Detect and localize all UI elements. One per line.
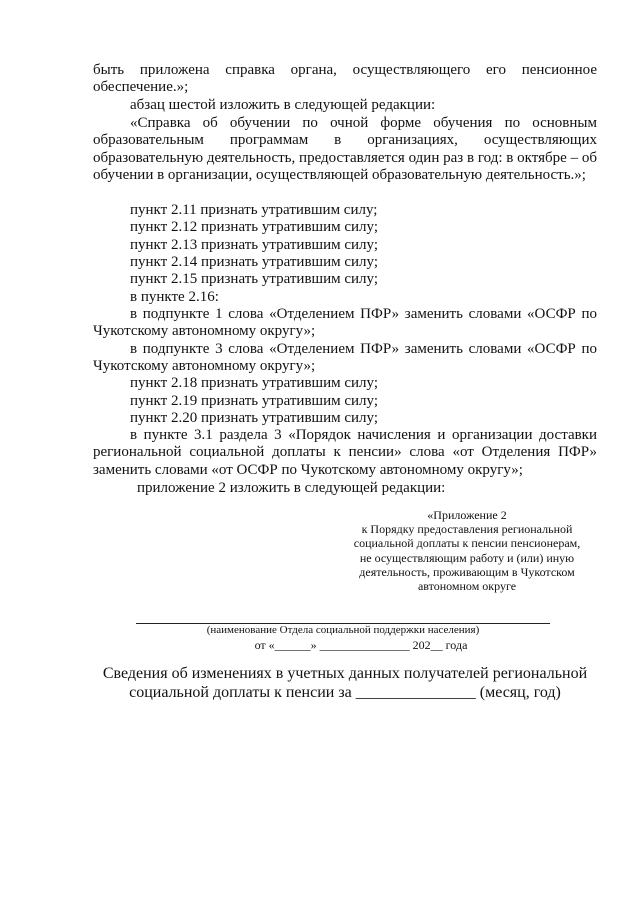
appendix-header <box>330 508 604 593</box>
paragraph-sixth-abzac: абзац шестой изложить в следующей редакции: <box>130 97 436 113</box>
item-2-14: пункт 2.14 признать утратившим силу; <box>130 254 379 270</box>
form-title-line: Сведения об изменениях в учетных данных получателей региональной <box>102 665 588 682</box>
appendix-line: не осуществляющим работу и (или) иную <box>359 550 575 565</box>
item-2-19: пункт 2.19 признать утратившим силу; <box>130 393 379 409</box>
department-name-caption: (наименование Отдела социальной поддержки населения) <box>206 624 480 636</box>
form-title <box>93 664 597 702</box>
item-2-20: пункт 2.20 признать утратившим силу; <box>130 410 379 426</box>
subitem-1: в подпункте 1 слова «Отделением ПФР» заменить словами «ОСФР по Чукотскому автономному округу»; <box>93 306 597 340</box>
paragraph-study-certificate: «Справка об обучении по очной форме обучения по основным образовательным программам в организациях, осуществляющих образовательную деятельность, предоставляется один раз в год: в октябре – об обучении в организации, осуществляющей образовательную деятельность.»; <box>93 115 597 184</box>
appendix-line: автономном округе <box>417 579 517 594</box>
form-title-line: социальной доплаты к пенсии за _______________ (месяц, год) <box>129 684 561 701</box>
paragraph-appendix-2: приложение 2 изложить в следующей редакции: <box>137 480 446 496</box>
paragraph-section-3-1: в пункте 3.1 раздела 3 «Порядок начисления и организации доставки региональной социальной доплаты к пенсии» слова «от Отделения ПФР» заменить словами «от ОСФР по Чукотскому автономному округу»; <box>93 427 597 478</box>
item-2-12: пункт 2.12 признать утратившим силу; <box>130 219 379 235</box>
paragraph-pension-certificate: быть приложена справка органа, осуществляющего его пенсионное обеспечение.»; <box>93 62 597 96</box>
date-line: от «______» _______________ 202__ года <box>254 638 468 652</box>
appendix-line: деятельность, проживающим в Чукотском <box>359 564 575 579</box>
item-2-15: пункт 2.15 признать утратившим силу; <box>130 271 379 287</box>
item-2-13: пункт 2.13 признать утратившим силу; <box>130 237 379 253</box>
item-2-11: пункт 2.11 признать утратившим силу; <box>130 202 378 218</box>
item-2-18: пункт 2.18 признать утратившим силу; <box>130 375 379 391</box>
appendix-line: социальной доплаты к пенсии пенсионерам, <box>353 536 581 551</box>
appendix-line: к Порядку предоставления региональной <box>361 522 573 537</box>
appendix-line: «Приложение 2 <box>427 508 507 522</box>
subitem-3: в подпункте 3 слова «Отделением ПФР» заменить словами «ОСФР по Чукотскому автономному округу»; <box>93 341 597 375</box>
item-2-16: в пункте 2.16: <box>130 289 219 305</box>
